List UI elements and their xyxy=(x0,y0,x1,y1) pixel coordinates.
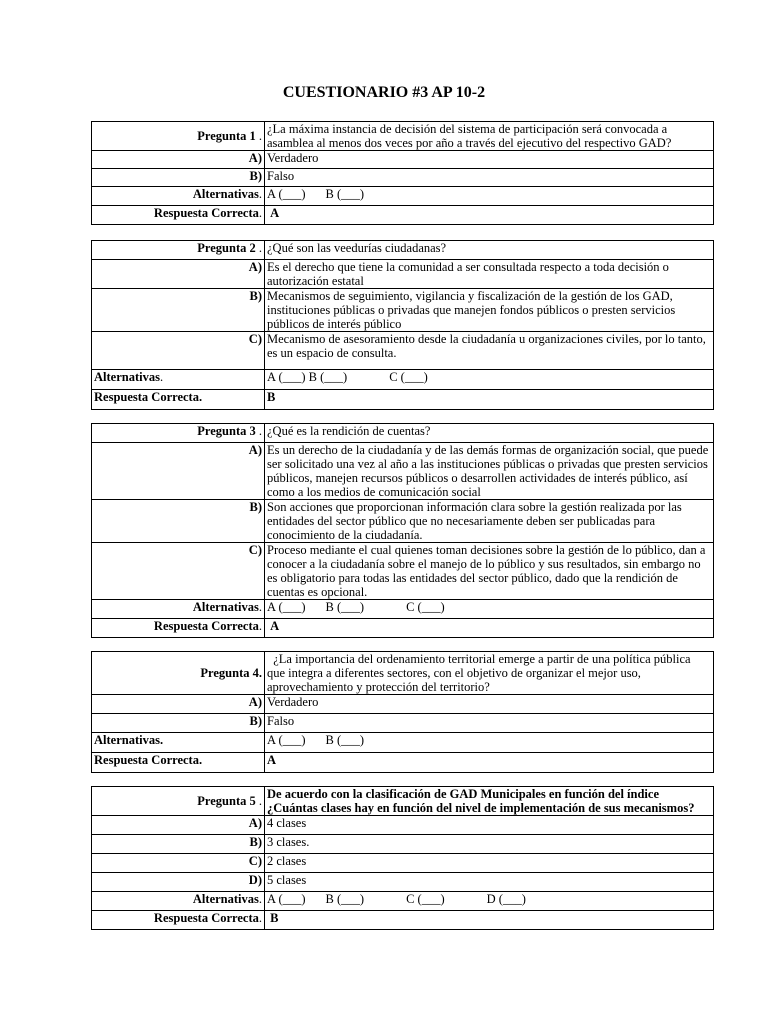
option-text: 4 clases xyxy=(265,816,714,835)
question-5-table xyxy=(91,786,714,930)
page-title: CUESTIONARIO #3 AP 10-2 xyxy=(282,84,486,101)
option-letter: A) xyxy=(92,151,265,169)
answer-value[interactable]: B xyxy=(265,911,714,930)
alternatives-field[interactable]: A (___) B (___) xyxy=(265,187,714,206)
question-1-table xyxy=(91,121,714,225)
option-text: 3 clases. xyxy=(265,835,714,854)
option-text: Verdadero xyxy=(265,695,714,714)
option-letter: B) xyxy=(92,835,265,854)
option-text: Es el derecho que tiene la comunidad a ser consultada respecto a toda decisión o autorización estatal xyxy=(265,260,714,289)
answer-value[interactable]: A xyxy=(265,619,714,638)
option-text: Falso xyxy=(265,714,714,733)
answer-label: Respuesta Correcta. xyxy=(92,619,265,638)
alternatives-field[interactable]: A (___) B (___) C (___) xyxy=(265,600,714,619)
question-text: De acuerdo con la clasificación de GAD Municipales en función del índice ¿Cuántas clases hay en función del nivel de implementación de sus mecanismos? xyxy=(265,787,714,816)
answer-label: Respuesta Correcta. xyxy=(92,206,265,225)
answer-label: Respuesta Correcta. xyxy=(92,390,265,410)
option-letter: B) xyxy=(92,714,265,733)
alternatives-label: Alternativas. xyxy=(92,733,265,753)
option-letter: D) xyxy=(92,873,265,892)
option-text: Mecanismo de asesoramiento desde la ciudadanía u organizaciones civiles, por lo tanto, es un espacio de consulta. xyxy=(265,332,714,370)
alternatives-label: Alternativas. xyxy=(92,892,265,911)
question-text: ¿Qué son las veedurías ciudadanas? xyxy=(265,241,714,260)
option-letter: B) xyxy=(92,169,265,187)
option-letter: B) xyxy=(92,289,265,332)
alternatives-label: Alternativas. xyxy=(92,187,265,206)
question-label: Pregunta 3 . xyxy=(92,424,265,443)
answer-label: Respuesta Correcta. xyxy=(92,753,265,773)
alternatives-field[interactable]: A (___) B (___) C (___) D (___) xyxy=(265,892,714,911)
question-label: Pregunta 5 . xyxy=(92,787,265,816)
option-text: Falso xyxy=(265,169,714,187)
question-text: ¿Qué es la rendición de cuentas? xyxy=(265,424,714,443)
alternatives-field[interactable]: A (___) B (___) xyxy=(265,733,714,753)
option-text: Mecanismos de seguimiento, vigilancia y fiscalización de la gestión de los GAD, instituciones públicas o privadas que manejen fondos públicos o presten servicios públicos de interés público xyxy=(265,289,714,332)
alternatives-label: Alternativas. xyxy=(92,370,265,390)
option-text: 2 clases xyxy=(265,854,714,873)
question-2-table xyxy=(91,240,714,410)
option-letter: A) xyxy=(92,816,265,835)
option-text: Es un derecho de la ciudadanía y de las demás formas de organización social, que puede ser solicitado una vez al año a las instituciones públicas o privadas que presten servicios públicos, manejen recursos públicos o desarrollen actividades de interés público, así como a los medios de comunicación social xyxy=(265,443,714,500)
answer-value[interactable]: B xyxy=(265,390,714,410)
alternatives-label: Alternativas. xyxy=(92,600,265,619)
answer-value[interactable]: A xyxy=(265,753,714,773)
option-letter: C) xyxy=(92,854,265,873)
option-text: Verdadero xyxy=(265,151,714,169)
option-letter: B) xyxy=(92,500,265,543)
option-text: 5 clases xyxy=(265,873,714,892)
answer-label: Respuesta Correcta. xyxy=(92,911,265,930)
option-letter: A) xyxy=(92,443,265,500)
question-3-table xyxy=(91,423,714,638)
question-label: Pregunta 1 . xyxy=(92,122,265,151)
option-text: Son acciones que proporcionan información clara sobre la gestión realizada por las entidades del sector público que no necesariamente deben ser publicadas para conocimiento de la ciudadanía. xyxy=(265,500,714,543)
answer-value[interactable]: A xyxy=(265,206,714,225)
option-letter: A) xyxy=(92,695,265,714)
question-text: ¿La importancia del ordenamiento territorial emerge a partir de una política pública que integra a diferentes sectores, con el objetivo de organizar el mejor uso, aprovechamiento y protección del territorio? xyxy=(265,652,714,695)
option-text: Proceso mediante el cual quienes toman decisiones sobre la gestión de lo público, dan a conocer a la ciudadanía sobre el manejo de lo público y sus resultados, sin embargo no es obligatorio para todas las entidades del sector público, dado que la rendición de cuentas es opcional. xyxy=(265,543,714,600)
question-label: Pregunta 2 . xyxy=(92,241,265,260)
option-letter: C) xyxy=(92,332,265,370)
question-text: ¿La máxima instancia de decisión del sistema de participación será convocada a asamblea al menos dos veces por año a través del ejecutivo del respectivo GAD? xyxy=(265,122,714,151)
option-letter: C) xyxy=(92,543,265,600)
alternatives-field[interactable]: A (___) B (___) C (___) xyxy=(265,370,714,390)
question-label: Pregunta 4. xyxy=(92,652,265,695)
option-letter: A) xyxy=(92,260,265,289)
question-4-table xyxy=(91,651,714,773)
